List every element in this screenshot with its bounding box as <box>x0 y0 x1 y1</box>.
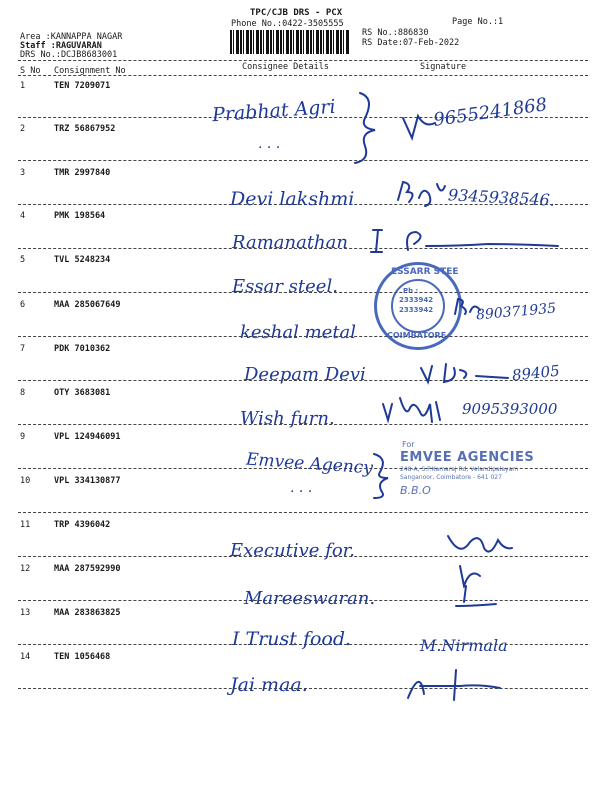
handwritten-essar-steel: Essar steel. <box>232 276 338 297</box>
row-sno: 4 <box>20 211 26 221</box>
handwritten-executive: Executive for. <box>230 540 355 561</box>
document-title: TPC/CJB DRS - PCX <box>250 8 343 18</box>
handwritten-phone: 9345938546. <box>447 185 556 210</box>
signature-mark <box>395 178 450 208</box>
brace-mark <box>364 450 404 500</box>
row-consignment: TEN 1056468 <box>54 652 111 662</box>
row-sno: 5 <box>20 255 26 265</box>
signature-mark <box>440 528 520 588</box>
row-divider <box>18 160 588 161</box>
handwritten-keshal-metal: keshal metal <box>240 322 357 343</box>
dots-mark: · · · <box>258 140 281 156</box>
signature-mark <box>400 664 510 704</box>
handwritten-phone: 9655241868 <box>432 94 549 131</box>
area-label: Area :KANNAPPA NAGAR <box>20 32 123 42</box>
rs-number: RS No.:886830 <box>362 28 429 38</box>
row-consignment: TRZ 56867952 <box>54 124 116 134</box>
col-sno: S No <box>20 66 41 76</box>
drs-number: DRS No.:DCJB8683001 <box>20 50 118 60</box>
row-consignment: PMK 198564 <box>54 211 106 221</box>
handwritten-phone: 890371935 <box>475 300 557 324</box>
row-consignment: TMR 2997840 <box>54 168 111 178</box>
phone-number: Phone No.:0422-3505555 <box>231 19 344 29</box>
row-consignment: VPL 124946091 <box>54 432 121 442</box>
barcode <box>230 30 350 54</box>
row-sno: 7 <box>20 344 26 354</box>
handwritten-deepam-devi: Deepam Devi <box>244 364 366 385</box>
handwritten-mareeswaran: Mareeswaran. <box>244 588 376 609</box>
signature-mark <box>418 360 513 388</box>
page-number: Page No.:1 <box>452 17 504 27</box>
row-sno: 6 <box>20 300 26 310</box>
row-consignment: MAA 287592990 <box>54 564 121 574</box>
row-sno: 9 <box>20 432 26 442</box>
handwritten-ramanathan: Ramanathan <box>232 232 348 253</box>
row-sno: 2 <box>20 124 26 134</box>
col-consignment: Consignment No <box>54 66 126 76</box>
header-divider-top <box>18 60 588 61</box>
row-sno: 1 <box>20 81 26 91</box>
handwritten-phone: 9095393000 <box>462 400 558 418</box>
row-consignment: TRP 4396042 <box>54 520 111 530</box>
handwritten-prabhat-agri: Prabhat Agri <box>211 95 337 127</box>
signature-mark <box>368 222 568 258</box>
row-sno: 14 <box>20 652 31 662</box>
header-divider-bottom <box>18 75 588 76</box>
row-consignment: OTY 3683081 <box>54 388 111 398</box>
row-sno: 11 <box>20 520 31 530</box>
brace-mark <box>340 88 390 168</box>
col-signature: Signature <box>420 62 467 72</box>
row-consignment: MAA 285067649 <box>54 300 121 310</box>
row-consignment: TVL 5248234 <box>54 255 111 265</box>
signature-mark <box>452 584 502 614</box>
row-sno: 12 <box>20 564 31 574</box>
essarr-steel-stamp: ESSARR STEE Ph : 2333942 2333942 COIMBATORE <box>374 262 462 350</box>
dots-mark: · · · <box>290 484 313 500</box>
row-consignment: MAA 283863825 <box>54 608 121 618</box>
row-consignment: PDK 7010362 <box>54 344 111 354</box>
handwritten-devi-lakshmi: Devi lakshmi <box>230 188 355 210</box>
handwritten-jai-maa: Jai maa. <box>230 674 308 696</box>
row-sno: 10 <box>20 476 31 486</box>
row-sno: 13 <box>20 608 31 618</box>
row-consignment: TEN 7209071 <box>54 81 111 91</box>
handwritten-i-trust-food: I Trust food. <box>232 628 352 650</box>
staff-label: Staff :RAGUVARAN <box>20 41 102 51</box>
row-consignment: VPL 334130877 <box>54 476 121 486</box>
handwritten-phone: 89405 <box>511 361 561 385</box>
handwritten-name: M.Nirmala <box>420 636 508 655</box>
col-consignee: Consignee Details <box>242 62 329 72</box>
handwritten-wish-furn: Wish furn. <box>240 408 335 429</box>
handwritten-emvee-agency: Emvee Agency <box>245 449 374 479</box>
row-sno: 8 <box>20 388 26 398</box>
row-divider <box>18 512 588 513</box>
rs-date: RS Date:07-Feb-2022 <box>362 38 460 48</box>
row-sno: 3 <box>20 168 26 178</box>
signature-mark <box>380 394 450 428</box>
emvee-agencies-stamp: For EMVEE AGENCIES 248-A, S.P.Kamaraj Rd, Velandipalayam Sanganoor, Coimbatore - 641 027 B.B.O <box>400 440 535 497</box>
